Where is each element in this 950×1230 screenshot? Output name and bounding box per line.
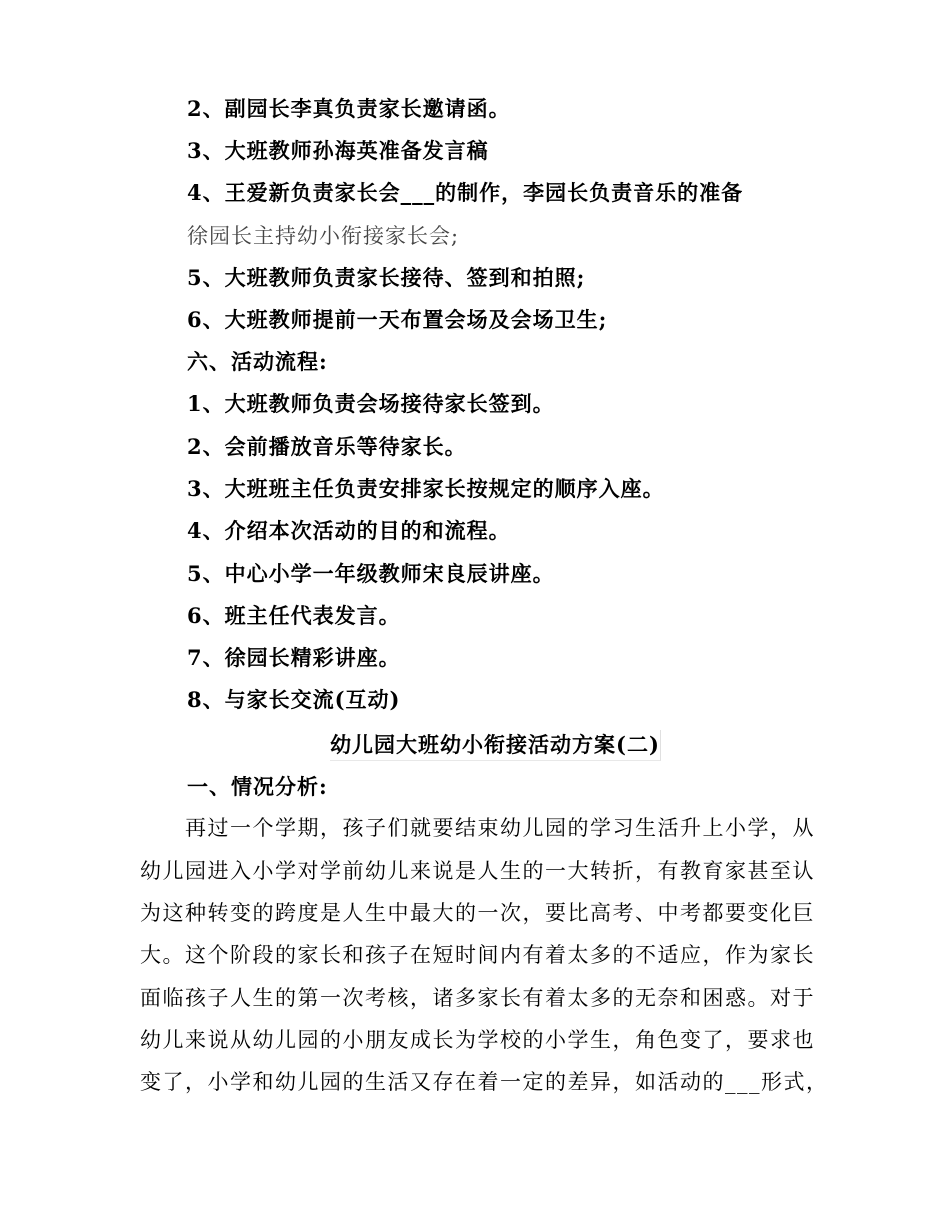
list-item: 8、与家长交流(互动) xyxy=(187,687,401,712)
section-title: 幼儿园大班幼小衔接活动方案(二) xyxy=(330,730,661,761)
paragraph-line: 幼儿园进入小学对学前幼儿来说是人生的一大转折，有教育家甚至认 xyxy=(140,859,815,883)
list-item: 5、中心小学一年级教师宋良辰讲座。 xyxy=(187,561,555,586)
list-item: 4、王爱新负责家长会___的制作，李园长负责音乐的准备 xyxy=(187,180,744,205)
paragraph-line: 面临孩子人生的第一次考核，诸多家长有着太多的无奈和困惑。对于 xyxy=(140,986,815,1010)
list-item: 3、大班教师孙海英准备发言稿 xyxy=(187,138,489,163)
list-item: 徐园长主持幼小衔接家长会; xyxy=(187,224,460,248)
list-item: 7、徐园长精彩讲座。 xyxy=(187,645,401,670)
paragraph-line: 幼儿来说从幼儿园的小朋友成长为学校的小学生，角色变了，要求也 xyxy=(140,1028,815,1052)
list-item: 1、大班教师负责会场接待家长签到。 xyxy=(187,391,555,416)
paragraph-line: 再过一个学期，孩子们就要结束幼儿园的学习生活升上小学，从 xyxy=(140,816,815,840)
list-item: 6、班主任代表发言。 xyxy=(187,603,401,628)
list-item: 2、副园长李真负责家长邀请函。 xyxy=(187,96,511,121)
paragraph-line: 为这种转变的跨度是人生中最大的一次，要比高考、中考都要变化巨 xyxy=(140,901,815,925)
list-item: 5、大班教师负责家长接待、签到和拍照; xyxy=(187,265,586,290)
list-item: 2、会前播放音乐等待家长。 xyxy=(187,434,467,459)
paragraph-line: 变了，小学和幼儿园的生活又存在着一定的差异，如活动的___形式， xyxy=(140,1070,829,1094)
list-item: 4、介绍本次活动的目的和流程。 xyxy=(187,518,511,543)
paragraph-line: 大。这个阶段的家长和孩子在短时间内有着太多的不适应，作为家长 xyxy=(140,943,815,967)
section-heading: 六、活动流程: xyxy=(187,349,328,374)
list-item: 6、大班教师提前一天布置会场及会场卫生; xyxy=(187,307,608,332)
list-item: 3、大班班主任负责安排家长按规定的顺序入座。 xyxy=(187,476,665,501)
heading: 一、情况分析: xyxy=(187,774,328,799)
